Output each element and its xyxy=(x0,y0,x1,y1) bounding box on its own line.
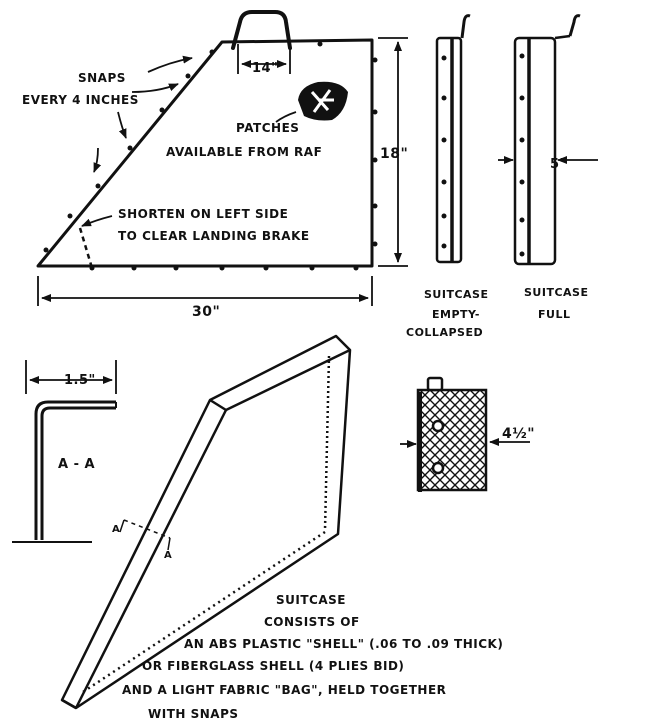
snap-dot xyxy=(128,146,133,151)
snap-dot xyxy=(132,266,137,271)
note-line-5: AND A LIGHT FABRIC "BAG", HELD TOGETHER xyxy=(122,683,447,697)
snap-dot xyxy=(318,42,323,47)
snap-dot xyxy=(373,58,378,63)
note-line-3: AN ABS PLASTIC "SHELL" (.06 TO .09 THICK) xyxy=(184,637,504,651)
shorten-reason-label: TO CLEAR LANDING BRAKE xyxy=(118,229,310,243)
snap-dot xyxy=(520,252,525,257)
empty-label-2: EMPTY- xyxy=(432,308,480,321)
height-label: 18" xyxy=(380,146,409,162)
section-label: A - A xyxy=(58,457,96,472)
note-line-2: CONSISTS OF xyxy=(264,615,360,629)
snap-dot xyxy=(520,138,525,143)
snap-dot xyxy=(442,96,447,101)
snap-dot xyxy=(373,158,378,163)
snap-dot xyxy=(520,218,525,223)
snap-dot xyxy=(520,96,525,101)
snap-dot xyxy=(174,266,179,271)
empty-end-snaps xyxy=(442,56,447,249)
snap-dot xyxy=(373,204,378,209)
empty-label-3: COLLAPSED xyxy=(406,326,484,339)
note-line-6: WITH SNAPS xyxy=(148,707,239,721)
snap-dot xyxy=(310,266,315,271)
handle-width-label: 14" xyxy=(252,61,279,76)
snap-dot xyxy=(442,244,447,249)
snap-dot xyxy=(442,138,447,143)
full-label-2: FULL xyxy=(538,308,571,321)
snaps-label: SNAPS xyxy=(78,71,126,85)
snap-dot xyxy=(442,56,447,61)
note-line-4: OR FIBERGLASS SHELL (4 PLIES BID) xyxy=(142,659,405,673)
full-label-1: SUITCASE xyxy=(524,286,589,299)
snap-dot xyxy=(220,266,225,271)
shorten-label: SHORTEN ON LEFT SIDE xyxy=(118,207,289,221)
shell-perspective xyxy=(62,336,350,708)
snap-dot xyxy=(520,180,525,185)
snap-dot xyxy=(442,214,447,219)
snap-dot xyxy=(442,180,447,185)
patches-source-label: AVAILABLE FROM RAF xyxy=(166,145,323,159)
shell-thickness-label: 4½" xyxy=(502,426,536,442)
snap-dot xyxy=(160,108,165,113)
patches-label: PATCHES xyxy=(236,121,300,135)
snap-dot xyxy=(264,266,269,271)
snaps-spacing-label: EVERY 4 INCHES xyxy=(22,93,139,107)
cut-label-right: A xyxy=(164,550,173,561)
note-line-1: SUITCASE xyxy=(276,593,346,607)
snap-dot xyxy=(373,110,378,115)
full-end-snaps xyxy=(520,54,525,257)
patch-icon xyxy=(298,82,348,121)
snap-dot xyxy=(210,50,215,55)
shell-section xyxy=(418,378,486,492)
snap-dot xyxy=(96,184,101,189)
width-label: 30" xyxy=(192,304,221,320)
cut-label-left: A xyxy=(112,524,121,535)
snap-dot xyxy=(373,242,378,247)
snap-dot xyxy=(354,266,359,271)
empty-label-1: SUITCASE xyxy=(424,288,489,301)
snap-dot xyxy=(520,54,525,59)
section-width-label: 1.5" xyxy=(64,373,96,388)
side-view xyxy=(38,12,372,266)
snap-dot xyxy=(68,214,73,219)
snap-dot xyxy=(186,74,191,79)
notes xyxy=(122,593,503,721)
snap-dot xyxy=(44,248,49,253)
full-end-view xyxy=(515,16,580,264)
full-thickness-label: 5" xyxy=(550,157,567,172)
